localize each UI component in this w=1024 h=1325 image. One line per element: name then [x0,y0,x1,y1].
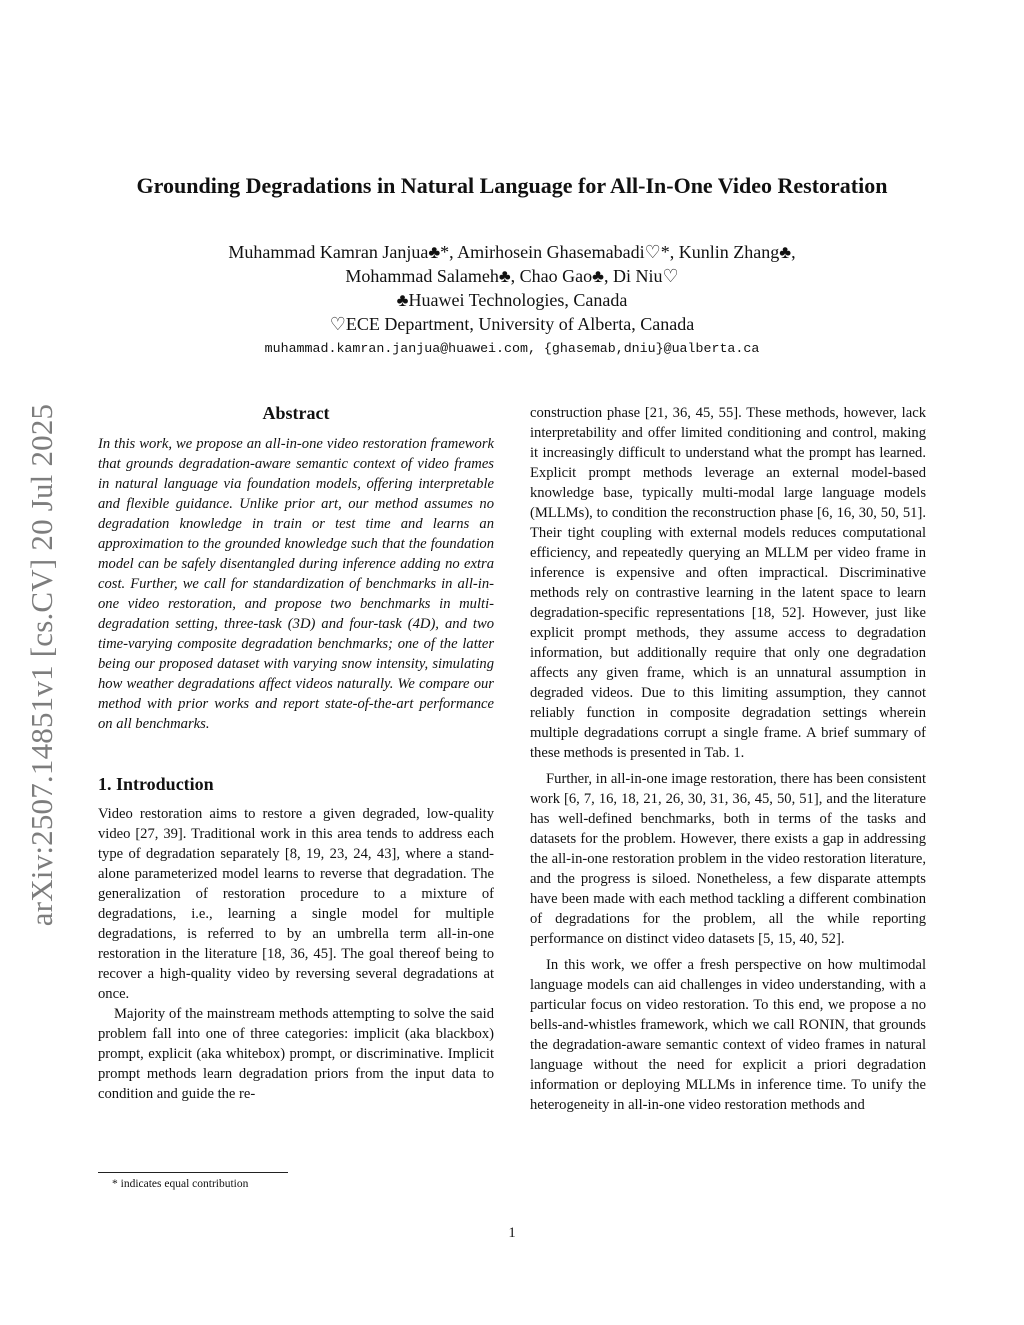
author-line-1: Muhammad Kamran Janjua♣*, Amirhosein Ghasemabadi♡*, Kunlin Zhang♣, [228,242,796,262]
affiliation-alberta: ♡ECE Department, University of Alberta, Canada [329,314,695,334]
affiliation-huawei: ♣Huawei Technologies, Canada [396,290,628,310]
arxiv-stamp[interactable]: arXiv:2507.14851v1 [cs.CV] 20 Jul 2025 [24,403,59,927]
author-block [112,240,912,360]
right-paragraph-2: Further, in all-in-one image restoration, there has been consistent work [6, 7, 16, 18, 21, 26, 30, 31, 36, 45, 50, 51], and the literature has well-defined benchmarks, both in terms of the tasks and datasets for the problem. However, there exists a gap in addressing the all-in-one restoration problem in the video restoration literature, and the progress is siloed. Nonetheless, a few disparate attempts have been made with each method tackling a different combination of degradations for the problem, all the while reporting performance on distinct video datasets [5, 15, 40, 52]. [530,771,926,947]
intro-paragraph-2: Majority of the mainstream methods attempting to solve the said problem fall into one of three categories: implicit (aka blackbox) prompt, explicit (aka whitebox) prompt, or discriminative. Implicit prompt methods learn degradation priors from the input data to condition and guide the re- [98,1006,494,1102]
author-emails[interactable]: muhammad.kamran.janjua@huawei.com, {ghasemab,dniu}@ualberta.ca [264,341,760,356]
page-number: 1 [508,1225,516,1241]
author-line-2: Mohammad Salameh♣, Chao Gao♣, Di Niu♡ [345,266,679,286]
right-column [530,403,926,1115]
introduction-heading: 1. Introduction [98,774,214,794]
abstract-heading: Abstract [262,403,330,423]
right-paragraph-3: In this work, we offer a fresh perspective on how multimodal language models can aid challenges in video understanding, with a particular focus on video restoration. To this end, we propose a no bells-and-whistles framework, which we call RONIN, that grounds the degradation-aware semantic context of video frames in natural language without the need for explicit a priori degradation information or deploying MLLMs in inference time. To unify the heterogeneity in all-in-one video restoration methods and [530,957,926,1113]
footnote-divider [98,1172,288,1173]
paper-title: Grounding Degradations in Natural Language for All-In-One Video Restoration [136,173,888,198]
abstract-text: In this work, we propose an all-in-one video restoration framework that grounds degradation-aware semantic context of video frames in natural language via foundation models, offering interpretable and flexible guidance. Unlike prior art, our method assumes no degradation knowledge in train or test time and learns an approximation to the grounded knowledge such that the foundation model can be safely disentangled during inference adding no extra cost. Further, we call for standardization of benchmarks in all-in-one video restoration, and propose two benchmarks in multi-degradation setting, three-task (3D) and four-task (4D), and two time-varying composite degradation benchmarks; one of the latter being our proposed dataset with varying snow intensity, simulating how weather degradations affect videos naturally. We compare our method with prior works and report state-of-the-art performance on all benchmarks. [98,436,494,732]
intro-paragraph-1: Video restoration aims to restore a given degraded, low-quality video [27, 39]. Traditional work in this area tends to address each type of degradation separately [8, 19, 23, 24, 43], where a stand-alone parameterized model learns to reverse that degradation. The generalization of restoration procedure to a mixture of degradations, i.e., learning a single model for multiple degradations, is referred to by an umbrella term all-in-one restoration in the literature [18, 36, 45]. The goal thereof being to recover a high-quality video by reversing several degradations at once. [98,806,494,1002]
footnote-equal-contribution: * indicates equal contribution [112,1178,249,1190]
right-paragraph-1: construction phase [21, 36, 45, 55]. These methods, however, lack interpretability and offer limited conditioning and control, making it increasingly difficult to understand what the prompt has learned. Explicit prompt methods leverage an external model-based knowledge base, typically multi-modal large language models (MLLMs), to condition the reconstruction phase [6, 16, 30, 50, 51]. Their tight coupling with external models reduces computational efficiency, and repeatedly querying an MLLM per video frame in inference is expensive and often impractical. Discriminative methods rely on contrastive learning in the latent space to learn degradation-specific representations [18, 52]. However, just like explicit prompt methods, they assume access to degradation information, but additionally require that only one degradation affects any given frame, which is an unnatural assumption in degraded videos. Due to this limiting assumption, they cannot reliably function in composite degradation settings wherein multiple degradations corrupt a single frame. A brief summary of these methods is presented in Tab. 1. [530,405,926,761]
left-column [98,403,494,1104]
